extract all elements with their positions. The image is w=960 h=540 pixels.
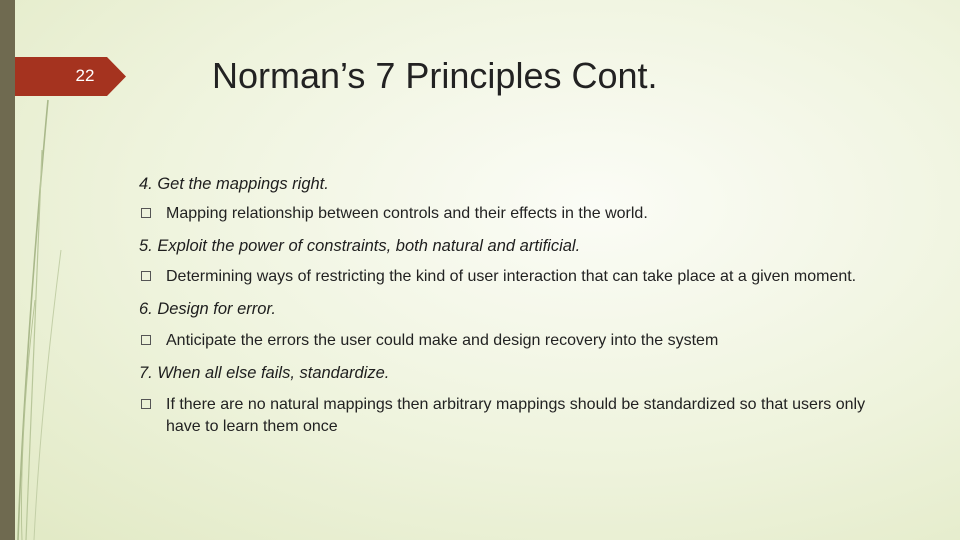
bullet-box-icon	[141, 335, 151, 345]
bullet-text: If there are no natural mappings then arbitrary mappings should be standardized so that users only have to learn them once	[166, 396, 866, 435]
bullet-box-icon	[141, 271, 151, 281]
principle-heading: 6. Design for error.	[139, 300, 276, 318]
slide-number: 22	[75, 66, 95, 85]
bullet-box-icon	[141, 208, 151, 218]
bullet-box-icon	[141, 399, 151, 409]
principle-bullet	[139, 266, 879, 288]
slide-content	[139, 173, 879, 438]
principle-heading: 5. Exploit the power of constraints, both natural and artificial.	[139, 237, 581, 255]
principle-heading: 7. When all else fails, standardize.	[139, 364, 390, 382]
bullet-text: Determining ways of restricting the kind of user interaction that can take place at a given moment.	[166, 268, 857, 285]
principle-bullet	[139, 203, 879, 225]
bullet-text: Anticipate the errors the user could make and design recovery into the system	[166, 332, 719, 349]
slide-title: Norman’s 7 Principles Cont.	[212, 55, 658, 96]
principle-bullet	[139, 330, 879, 352]
bullet-text: Mapping relationship between controls and their effects in the world.	[166, 205, 648, 222]
principle-bullet	[139, 394, 879, 438]
principle-heading: 4. Get the mappings right.	[139, 175, 329, 193]
